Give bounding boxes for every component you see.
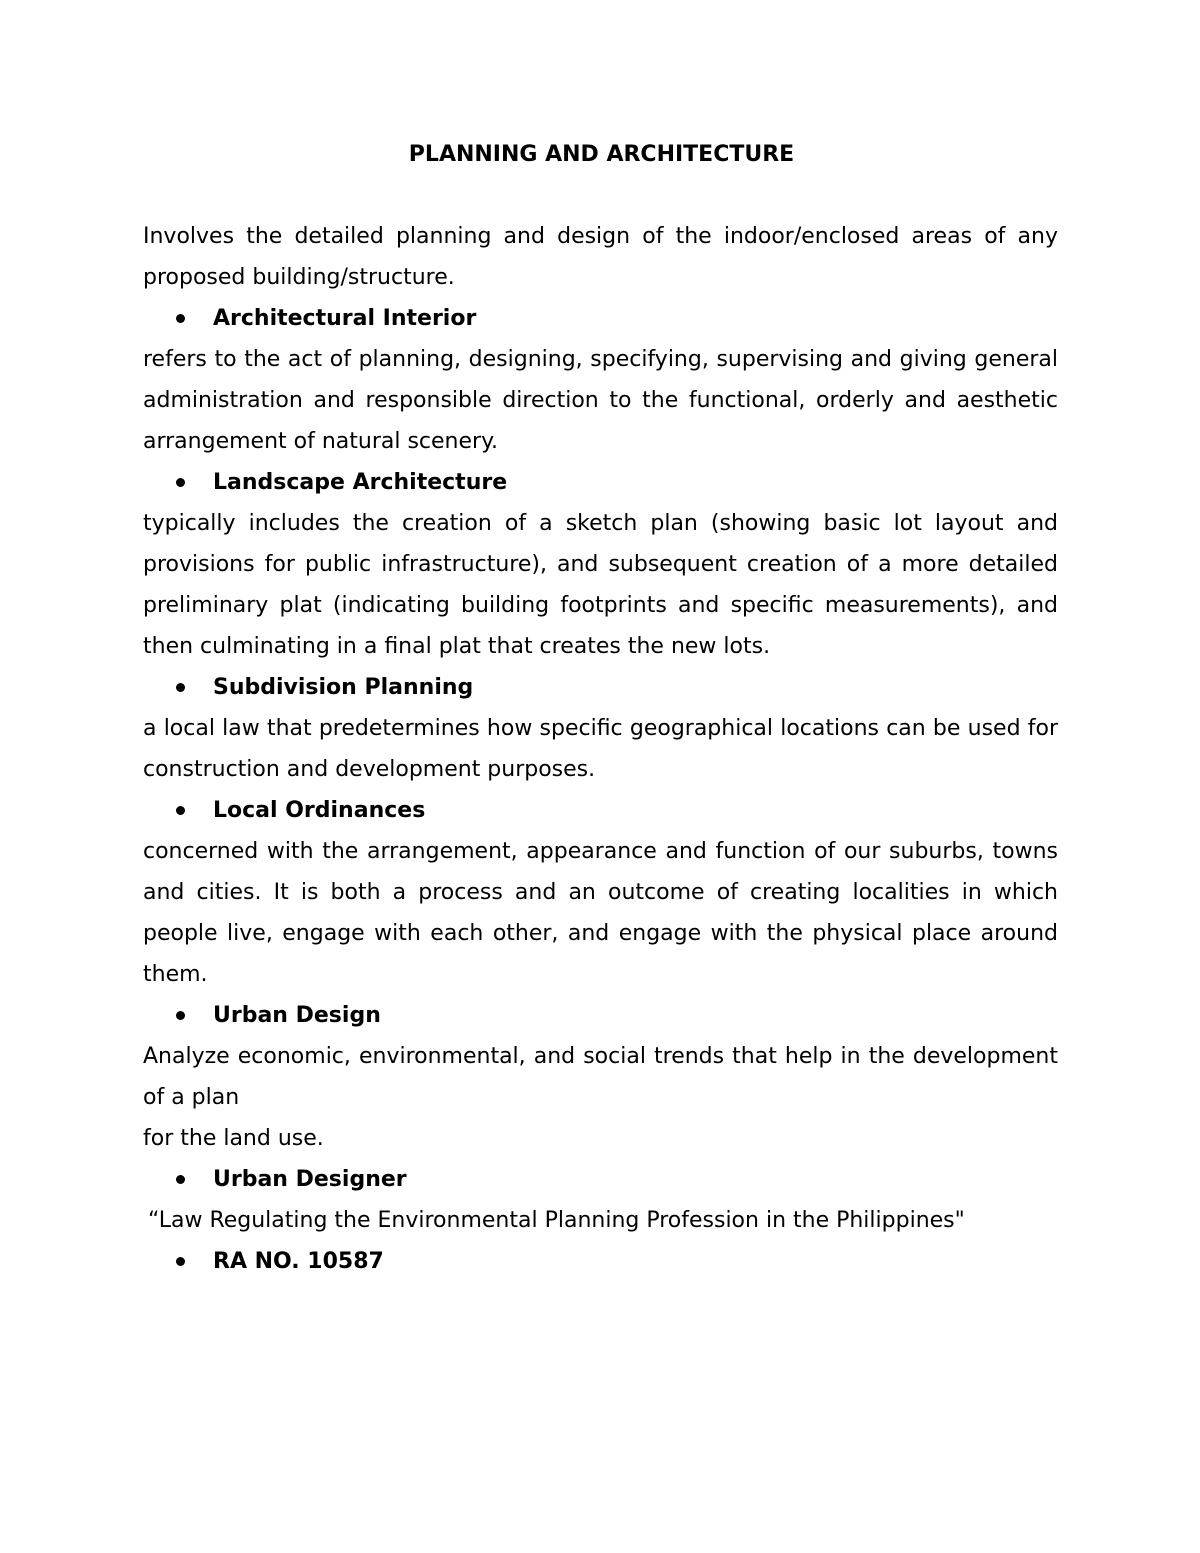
bullet-heading-label: Urban Design <box>213 1003 381 1028</box>
bullet-heading-label: Urban Designer <box>213 1167 407 1192</box>
bullet-heading-ra-no-10587 <box>143 1241 1058 1282</box>
spacer <box>143 175 1058 216</box>
bullet-dot-icon <box>143 790 213 831</box>
bullet-dot-icon <box>143 667 213 708</box>
definition-paragraph: a local law that predetermines how specific geographical locations can be used for construction and development purposes. <box>143 716 1058 782</box>
bullet-heading-local-ordinances <box>143 790 1058 831</box>
bullet-dot-icon <box>143 995 213 1036</box>
bullet-heading-subdivision-planning <box>143 667 1058 708</box>
bullet-heading-label: Landscape Architecture <box>213 470 508 495</box>
definition-paragraph: “Law Regulating the Environmental Planning Profession in the Philippines" <box>148 1208 965 1233</box>
bullet-heading-urban-designer <box>143 1159 1058 1200</box>
definition-paragraph: refers to the act of planning, designing, specifying, supervising and giving general administration and responsible direction to the functional, orderly and aesthetic arrangement of natural scenery. <box>143 347 1058 454</box>
bullet-dot-icon <box>143 1241 213 1282</box>
bullet-heading-urban-design <box>143 995 1058 1036</box>
bullet-dot-icon <box>143 462 213 503</box>
definition-paragraph: concerned with the arrangement, appearance and function of our suburbs, towns and cities. It is both a process and an outcome of creating localities in which people live, engage with each other, and engage with the physical place around them. <box>143 839 1058 987</box>
intro-paragraph: Involves the detailed planning and design of the indoor/enclosed areas of any proposed building/structure. <box>143 224 1058 290</box>
bullet-heading-label: Local Ordinances <box>213 798 426 823</box>
bullet-heading-label: RA NO. 10587 <box>213 1249 384 1274</box>
document-page <box>143 134 1058 1282</box>
bullet-heading-label: Architectural Interior <box>213 306 477 331</box>
bullet-dot-icon <box>143 298 213 339</box>
definition-paragraph: Analyze economic, environmental, and social trends that help in the development of a plan <box>143 1044 1058 1110</box>
bullet-heading-landscape-architecture <box>143 462 1058 503</box>
bullet-heading-label: Subdivision Planning <box>213 675 474 700</box>
definition-paragraph-continued: for the land use. <box>143 1126 324 1151</box>
definition-paragraph: typically includes the creation of a sketch plan (showing basic lot layout and provisions for public infrastructure), and subsequent creation of a more detailed preliminary plat (indicating building footprints and specific measurements), and then culminating in a final plat that creates the new lots. <box>143 511 1058 659</box>
document-title: PLANNING AND ARCHITECTURE <box>408 142 795 167</box>
bullet-dot-icon <box>143 1159 213 1200</box>
bullet-heading-architectural-interior <box>143 298 1058 339</box>
